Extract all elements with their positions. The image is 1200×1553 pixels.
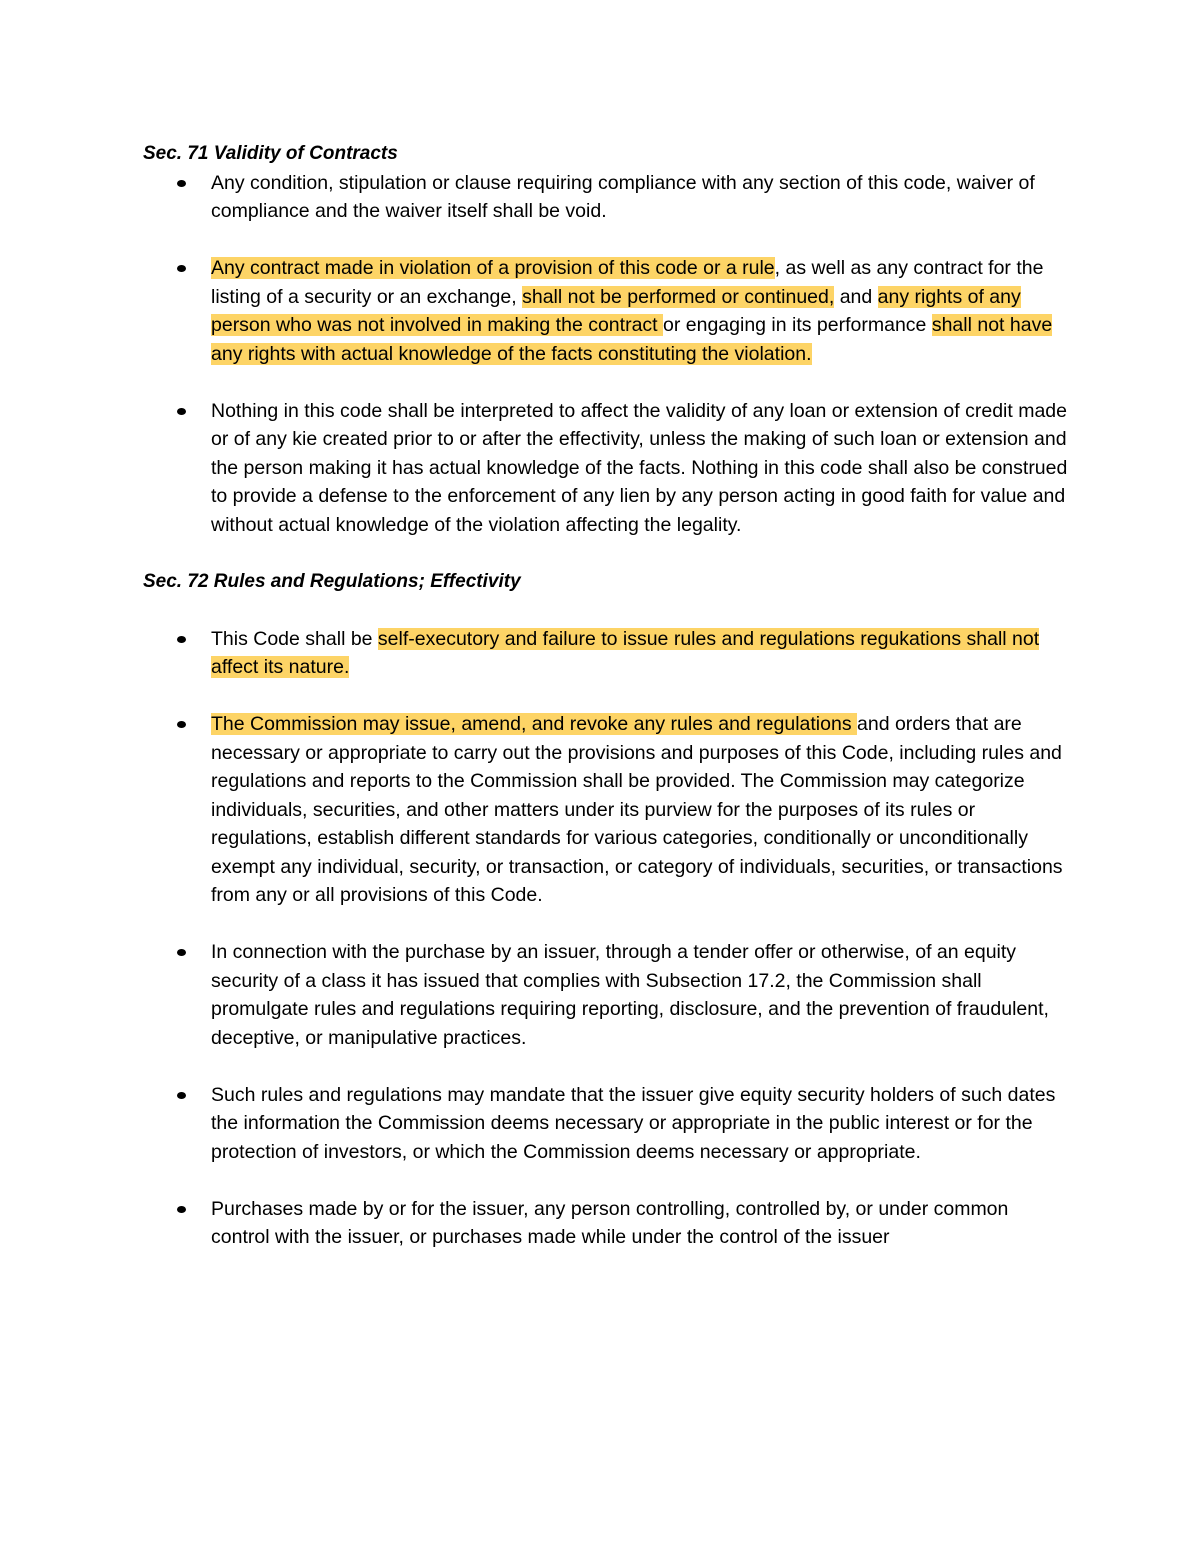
list-item xyxy=(143,169,1068,226)
paragraph-spacer xyxy=(143,1166,1068,1195)
bullet-icon xyxy=(177,180,186,187)
bullet-icon xyxy=(177,408,186,415)
paragraph-spacer xyxy=(143,368,1068,397)
bullet-icon xyxy=(177,721,186,728)
bullet-text: Such rules and regulations may mandate that the issuer give equity security holders of such dates the information the Commission deems necessary or appropriate in the public interest or for the protection of investors, or which the Commission deems necessary or appropriate. xyxy=(211,1083,1056,1163)
list-item xyxy=(143,1081,1068,1167)
bullet-icon xyxy=(177,1206,186,1213)
bullet-icon xyxy=(177,265,186,272)
paragraph-spacer xyxy=(143,1052,1068,1081)
list-item xyxy=(143,397,1068,540)
paragraph-spacer xyxy=(143,226,1068,255)
bullet-text: Purchases made by or for the issuer, any person controlling, controlled by, or under common control with the issuer, or purchases made while under the control of the issuer xyxy=(211,1197,1009,1248)
bullet-text: and xyxy=(834,285,878,308)
highlighted-text: self-executory and failure to issue rules and regulations regukations shall not affect its nature. xyxy=(211,627,1040,678)
bullet-text: Nothing in this code shall be interpreted to affect the validity of any loan or extension of credit made or of any kie created prior to or after the effectivity, unless the making of such loan or extension and the person making it has actual knowledge of the facts. Nothing in this code shall also be construed to provide a defense to the enforcement of any lien by any person acting in good faith for value and without actual knowledge of the violation affecting the legality. xyxy=(211,399,1068,536)
section-71-list xyxy=(143,169,1068,540)
paragraph-spacer xyxy=(143,596,1068,625)
bullet-text: , as well as any contract for the listing of a security or an exchange, xyxy=(211,257,1044,308)
section-72-heading: Sec. 72 Rules and Regulations; Effectivity xyxy=(143,570,521,592)
paragraph-spacer xyxy=(143,539,1068,568)
bullet-text: or engaging in its performance xyxy=(663,314,932,336)
bullet-icon xyxy=(177,949,186,956)
highlighted-text: shall not be performed or continued, xyxy=(522,285,835,308)
list-item xyxy=(143,625,1068,682)
list-item xyxy=(143,254,1068,368)
list-item xyxy=(143,710,1068,910)
list-item xyxy=(143,1195,1068,1252)
highlighted-text: shall not have any rights with actual knowledge of the facts constituting the violation. xyxy=(211,314,1053,365)
highlighted-text: any rights of any person who was not involved in making the contract xyxy=(211,285,1021,336)
paragraph-spacer xyxy=(143,682,1068,711)
bullet-text: Any condition, stipulation or clause requiring compliance with any section of this code, waiver of compliance and the waiver itself shall be void. xyxy=(211,171,1035,222)
document-page xyxy=(143,140,1068,1252)
paragraph-spacer xyxy=(143,910,1068,939)
bullet-icon xyxy=(177,1092,186,1099)
bullet-text: This Code shall be xyxy=(211,627,378,650)
bullet-icon xyxy=(177,636,186,643)
section-71-heading: Sec. 71 Validity of Contracts xyxy=(143,143,398,164)
list-item xyxy=(143,938,1068,1052)
bullet-text: In connection with the purchase by an issuer, through a tender offer or otherwise, of an equity security of a class it has issued that complies with Subsection 17.2, the Commission shall promulgate rules and regulations requiring reporting, disclosure, and the prevention of fraudulent, deceptive, or manipulative practices. xyxy=(211,941,1049,1049)
highlighted-text: The Commission may issue, amend, and revoke any rules and regulations xyxy=(211,713,857,735)
bullet-text: and orders that are necessary or appropriate to carry out the provisions and purposes of this Code, including rules and regulations and reports to the Commission shall be provided. The Commission may categorize individuals, securities, and other matters under its purview for the purposes of its rules or regulations, establish different standards for various categories, conditionally or unconditionally exempt any individual, security, or transaction, or category of individuals, securities, or transactions from any or all provisions of this Code. xyxy=(211,713,1063,906)
section-72-list xyxy=(143,625,1068,1252)
highlighted-text: Any contract made in violation of a provision of this code or a rule xyxy=(211,257,775,279)
